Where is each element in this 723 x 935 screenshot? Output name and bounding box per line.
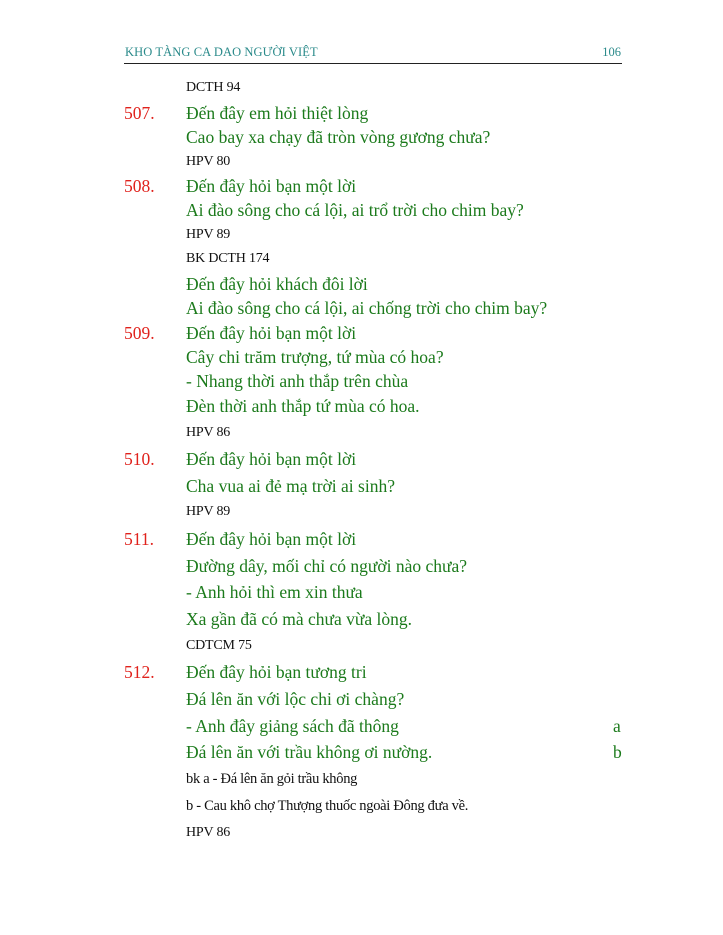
verse-line: Đến đây em hỏi thiệt lòng — [186, 103, 369, 123]
verse-line: Đến đây hỏi bạn một lời — [186, 176, 357, 196]
verse-number-510: 510. — [124, 449, 155, 469]
source-ref: HPV 80 — [186, 154, 231, 169]
verse-number-507: 507. — [124, 103, 155, 123]
variant-note: b - Cau khô chợ Thượng thuốc ngoài Đông đưa về. — [186, 798, 469, 814]
verse-line: - Nhang thời anh thắp trên chùa — [186, 371, 409, 391]
verse-line: - Anh hỏi thì em xin thưa — [186, 582, 363, 602]
verse-line: Đến đây hỏi bạn một lời — [186, 529, 357, 549]
verse-number-512: 512. — [124, 662, 155, 682]
verse-line: Đá lên ăn với trầu không ơi nường. — [186, 742, 433, 762]
source-ref: CDTCM 75 — [186, 638, 252, 653]
verse-line: Cha vua ai đẻ mạ trời ai sinh? — [186, 476, 395, 496]
verse-line: Đến đây hỏi khách đôi lời — [186, 274, 368, 294]
verse-line: Xa gần đã có mà chưa vừa lòng. — [186, 609, 412, 629]
variant-marker: a — [613, 716, 621, 736]
verse-line: Cao bay xa chạy đã tròn vòng gương chưa? — [186, 127, 491, 147]
verse-line: - Anh đây giảng sách đã thông — [186, 716, 399, 736]
verse-number-511: 511. — [124, 529, 154, 549]
verse-line: Đến đây hỏi bạn một lời — [186, 323, 357, 343]
verse-line: Đèn thời anh thắp tứ mùa có hoa. — [186, 396, 420, 416]
verse-line: Đến đây hỏi bạn một lời — [186, 449, 357, 469]
page-header — [124, 44, 622, 64]
verse-line: Ai đào sông cho cá lội, ai trổ trời cho chim bay? — [186, 200, 524, 220]
source-ref: HPV 86 — [186, 825, 231, 840]
page-number: 106 — [602, 45, 621, 59]
verse-line: Cây chi trăm trượng, tứ mùa có hoa? — [186, 347, 444, 367]
verse-number-508: 508. — [124, 176, 155, 196]
book-title: KHO TÀNG CA DAO NGƯỜI VIỆT — [125, 45, 318, 59]
source-ref: BK DCTH 174 — [186, 251, 270, 266]
source-ref: HPV 89 — [186, 504, 231, 519]
source-ref: DCTH 94 — [186, 80, 241, 95]
variant-note: bk a - Đá lên ăn gỏi trầu không — [186, 771, 358, 787]
verse-line: Đến đây hỏi bạn tương tri — [186, 662, 367, 682]
verse-line: Đường dây, mối chỉ có người nào chưa? — [186, 556, 468, 576]
variant-marker: b — [613, 742, 622, 762]
verse-line: Đá lên ăn với lộc chi ơi chàng? — [186, 689, 405, 709]
verse-line: Ai đào sông cho cá lội, ai chống trời cho chim bay? — [186, 298, 548, 318]
verse-number-509: 509. — [124, 323, 155, 343]
source-ref: HPV 89 — [186, 227, 231, 242]
source-ref: HPV 86 — [186, 425, 231, 440]
